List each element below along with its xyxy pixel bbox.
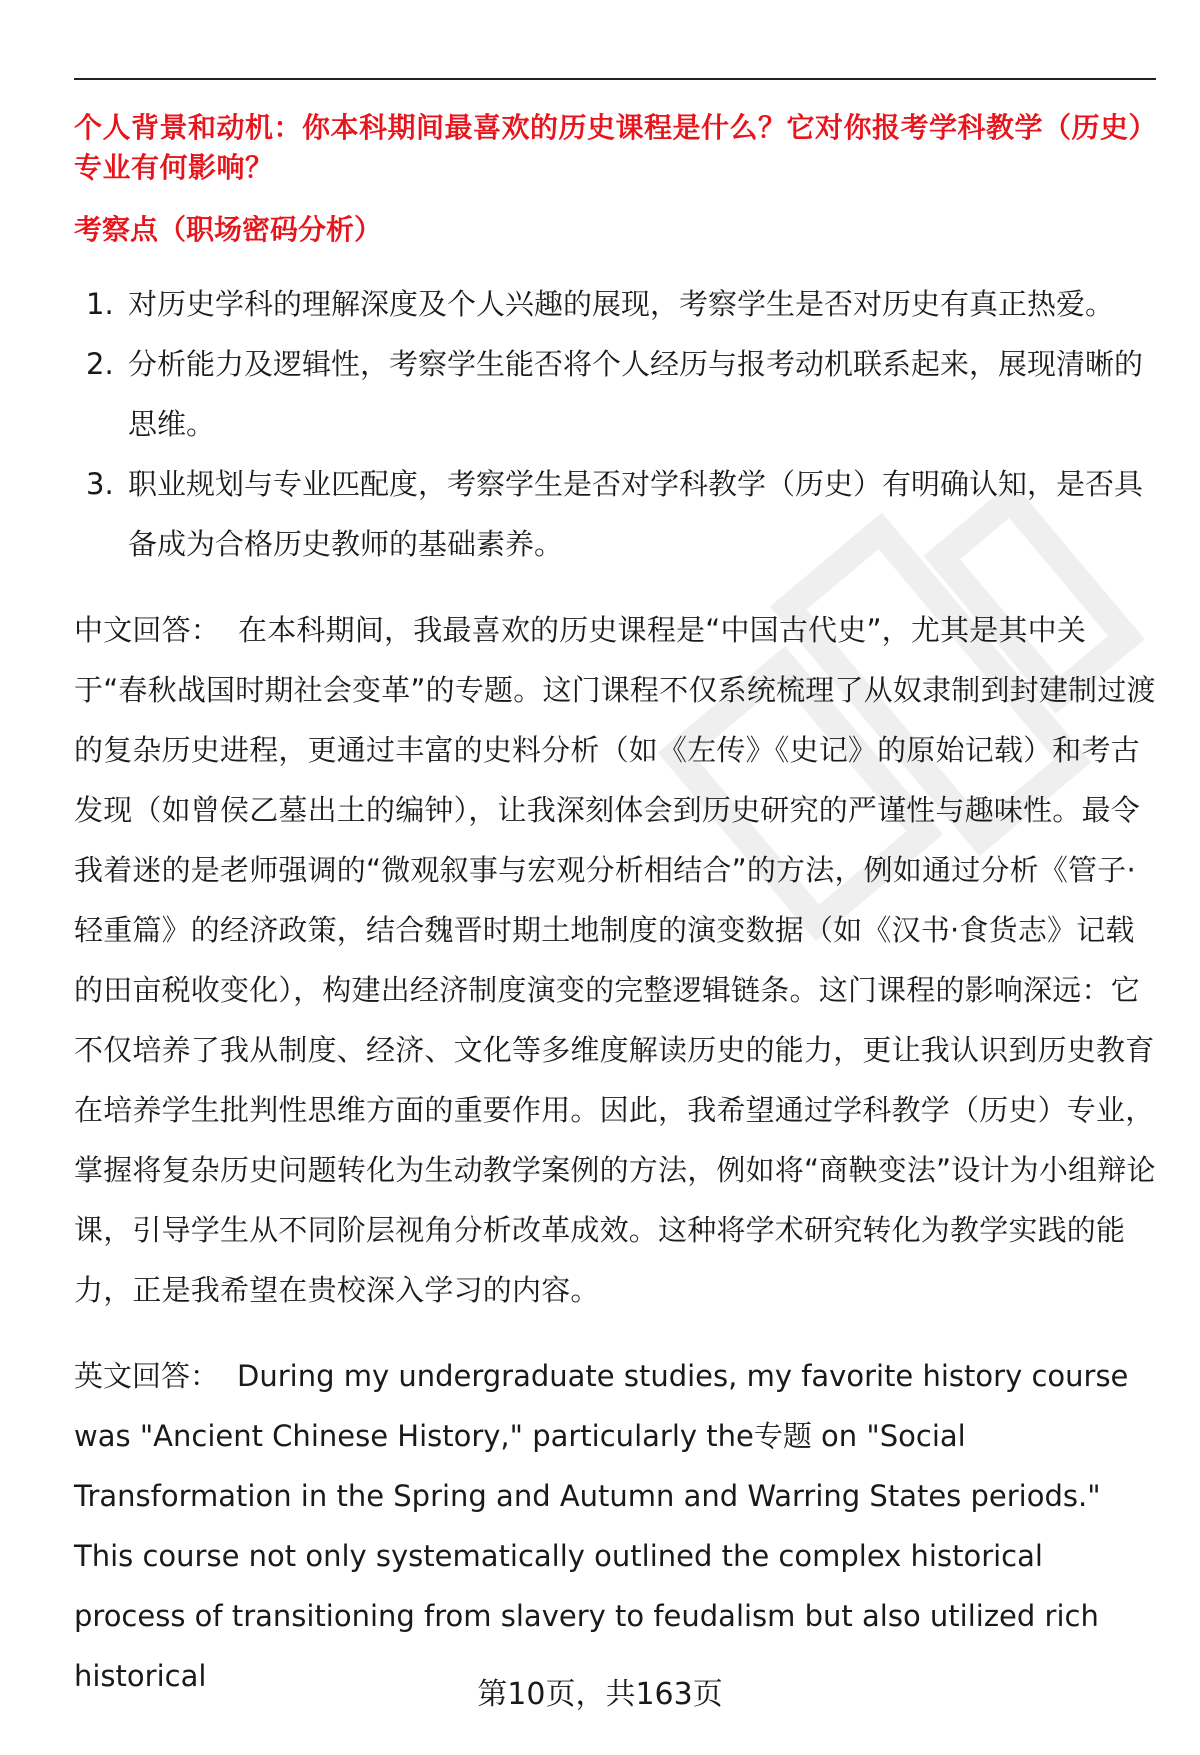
english-answer-text: During my undergraduate studies, my favorite history course was "Ancient Chinese History," particularly the专题 on "Social Transformation in the Spring and Autumn and Warring States periods." This course not only systematically outlined the complex historical process of transitioning from slavery to feudalism but also utilized rich historical	[74, 1359, 1129, 1693]
chinese-answer	[74, 600, 1156, 1320]
list-item	[74, 454, 1156, 574]
english-answer-label: 英文回答：	[74, 1359, 220, 1393]
list-item-number: 2.	[86, 347, 114, 381]
english-answer	[74, 1346, 1156, 1706]
page-number: 第10页，共163页	[477, 1677, 723, 1712]
chinese-answer-text: 在本科期间，我最喜欢的历史课程是“中国古代史”，尤其是其中关于“春秋战国时期社会变革”的专题。这门课程不仅系统梳理了从奴隶制到封建制过渡的复杂历史进程，更通过丰富的史料分析（如《左传》《史记》的原始记载）和考古发现（如曾侯乙墓出土的编钟），让我深刻体会到历史研究的严谨性与趣味性。最令我着迷的是老师强调的“微观叙事与宏观分析相结合”的方法，例如通过分析《管子·轻重篇》的经济政策，结合魏晋时期土地制度的演变数据（如《汉书·食货志》记载的田亩税收变化），构建出经济制度演变的完整逻辑链条。这门课程的影响深远：它不仅培养了我从制度、经济、文化等多维度解读历史的能力，更让我认识到历史教育在培养学生批判性思维方面的重要作用。因此，我希望通过学科教学（历史）专业，掌握将复杂历史问题转化为生动教学案例的方法，例如将“商鞅变法”设计为小组辩论课，引导学生从不同阶层视角分析改革成效。这种将学术研究转化为教学实践的能力，正是我希望在贵校深入学习的内容。	[74, 613, 1156, 1307]
assessment-points-list	[74, 274, 1156, 574]
list-item-number: 3.	[86, 467, 114, 501]
list-item-text: 职业规划与专业匹配度，考察学生是否对学科教学（历史）有明确认知，是否具备成为合格历史教师的基础素养。	[128, 467, 1144, 561]
list-item-number: 1.	[86, 287, 114, 321]
list-item-text: 对历史学科的理解深度及个人兴趣的展现，考察学生是否对历史有真正热爱。	[128, 287, 1115, 321]
document-body	[74, 108, 1156, 1706]
chinese-answer-label: 中文回答：	[74, 613, 221, 647]
question-heading: 个人背景和动机：你本科期间最喜欢的历史课程是什么？它对你报考学科教学（历史）专业有何影响？	[74, 111, 1144, 184]
header-rule	[74, 78, 1156, 80]
list-item	[74, 274, 1156, 334]
list-item	[74, 334, 1156, 454]
list-item-text: 分析能力及逻辑性，考察学生能否将个人经历与报考动机联系起来，展现清晰的思维。	[128, 347, 1144, 441]
section-title: 考察点（职场密码分析）	[74, 213, 383, 246]
